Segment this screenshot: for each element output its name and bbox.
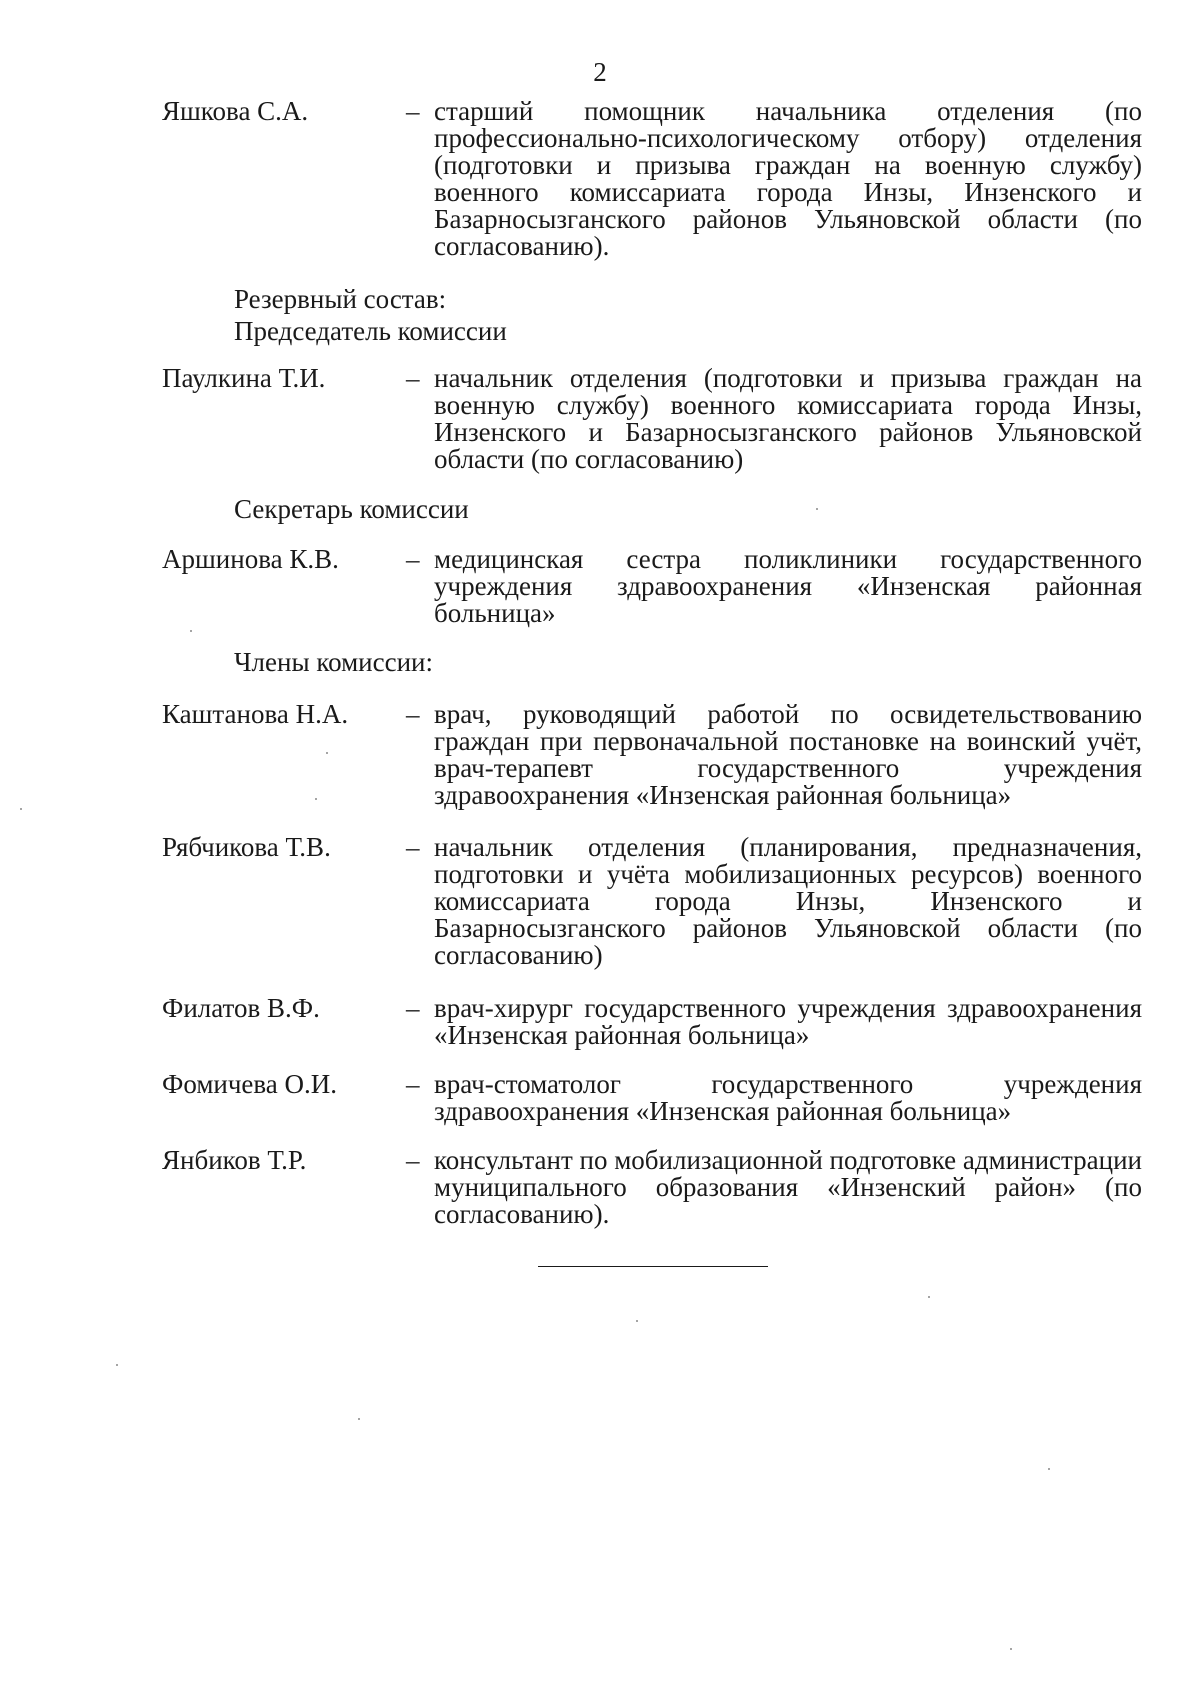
entry-name: Яшкова С.А. — [162, 96, 309, 126]
page-number: 2 — [593, 57, 607, 87]
entry-name: Аршинова К.В. — [162, 544, 339, 574]
entry-description: врач-стоматолог государственного учреждения здравоохранения «Инзенская районная больница» — [434, 1069, 1142, 1126]
entry-dash: – — [406, 363, 420, 393]
closing-separator-line — [538, 1266, 768, 1267]
entry-dash: – — [406, 544, 420, 574]
entry-member — [162, 1147, 1142, 1228]
entry-dash: – — [406, 993, 420, 1023]
entry-name: Янбиков Т.Р. — [162, 1145, 307, 1175]
entry-dash: – — [406, 1069, 420, 1099]
secretary-heading: Секретарь комиссии — [234, 494, 469, 524]
entry-description: начальник отделения (планирования, предназначения, подготовки и учёта мобилизационных ресурсов) военного комиссариата города Инзы, Инзенского и Базарносызганского районов Ульяновской области (по согласованию) — [434, 832, 1142, 970]
entry-dash: – — [406, 832, 420, 862]
scan-speck — [358, 1418, 360, 1420]
scan-speck — [928, 1296, 930, 1298]
entry-description: врач, руководящий работой по освидетельствованию граждан при первоначальной постановке на воинский учёт, врач-терапевт государственного учреждения здравоохранения «Инзенская районная больница» — [434, 699, 1142, 810]
entry-member — [162, 995, 1142, 1049]
entry-dash: – — [406, 96, 420, 126]
entry-yashkova — [162, 98, 1142, 260]
reserve-heading: Резервный состав: — [234, 284, 447, 314]
scan-speck — [1010, 1648, 1012, 1650]
entry-member — [162, 1071, 1142, 1125]
chairman-heading: Председатель комиссии — [234, 316, 507, 346]
scan-speck — [816, 508, 818, 510]
scan-speck — [636, 1320, 638, 1322]
scan-speck — [326, 752, 328, 754]
entry-description: консультант по мобилизационной подготовке администрации муниципального образования «Инзенский район» (по согласованию). — [434, 1145, 1142, 1229]
entry-name: Паулкина Т.И. — [162, 363, 326, 393]
entry-name: Филатов В.Ф. — [162, 993, 320, 1023]
entry-description: медицинская сестра поликлиники государственного учреждения здравоохранения «Инзенская районная больница» — [434, 544, 1142, 628]
entry-description: начальник отделения (подготовки и призыва граждан на военную службу) военного комиссариата города Инзы, Инзенского и Базарносызганского районов Ульяновской области (по согласованию) — [434, 363, 1142, 474]
entry-member — [162, 834, 1142, 969]
entry-secretary — [162, 546, 1142, 627]
entry-dash: – — [406, 699, 420, 729]
entry-name: Каштанова Н.А. — [162, 699, 349, 729]
commission-list — [162, 98, 1142, 1228]
entry-dash: – — [406, 1145, 420, 1175]
entry-name: Фомичева О.И. — [162, 1069, 338, 1099]
entry-description: старший помощник начальника отделения (по профессионально-психологическому отбору) отделения (подготовки и призыва граждан на военную службу) военного комиссариата города Инзы, Инзенского и Базарносызганского районов Ульяновской области (по согласованию). — [434, 96, 1142, 261]
scan-speck — [20, 808, 22, 810]
entry-member — [162, 701, 1142, 809]
scan-speck — [1048, 1468, 1050, 1470]
entry-chairman — [162, 365, 1142, 473]
entry-name: Рябчикова Т.В. — [162, 832, 331, 862]
entry-description: врач-хирург государственного учреждения здравоохранения «Инзенская районная больница» — [434, 993, 1142, 1050]
scan-speck — [116, 1364, 118, 1366]
scan-speck — [190, 630, 192, 632]
members-heading: Члены комиссии: — [234, 647, 433, 677]
scan-speck — [315, 798, 317, 800]
